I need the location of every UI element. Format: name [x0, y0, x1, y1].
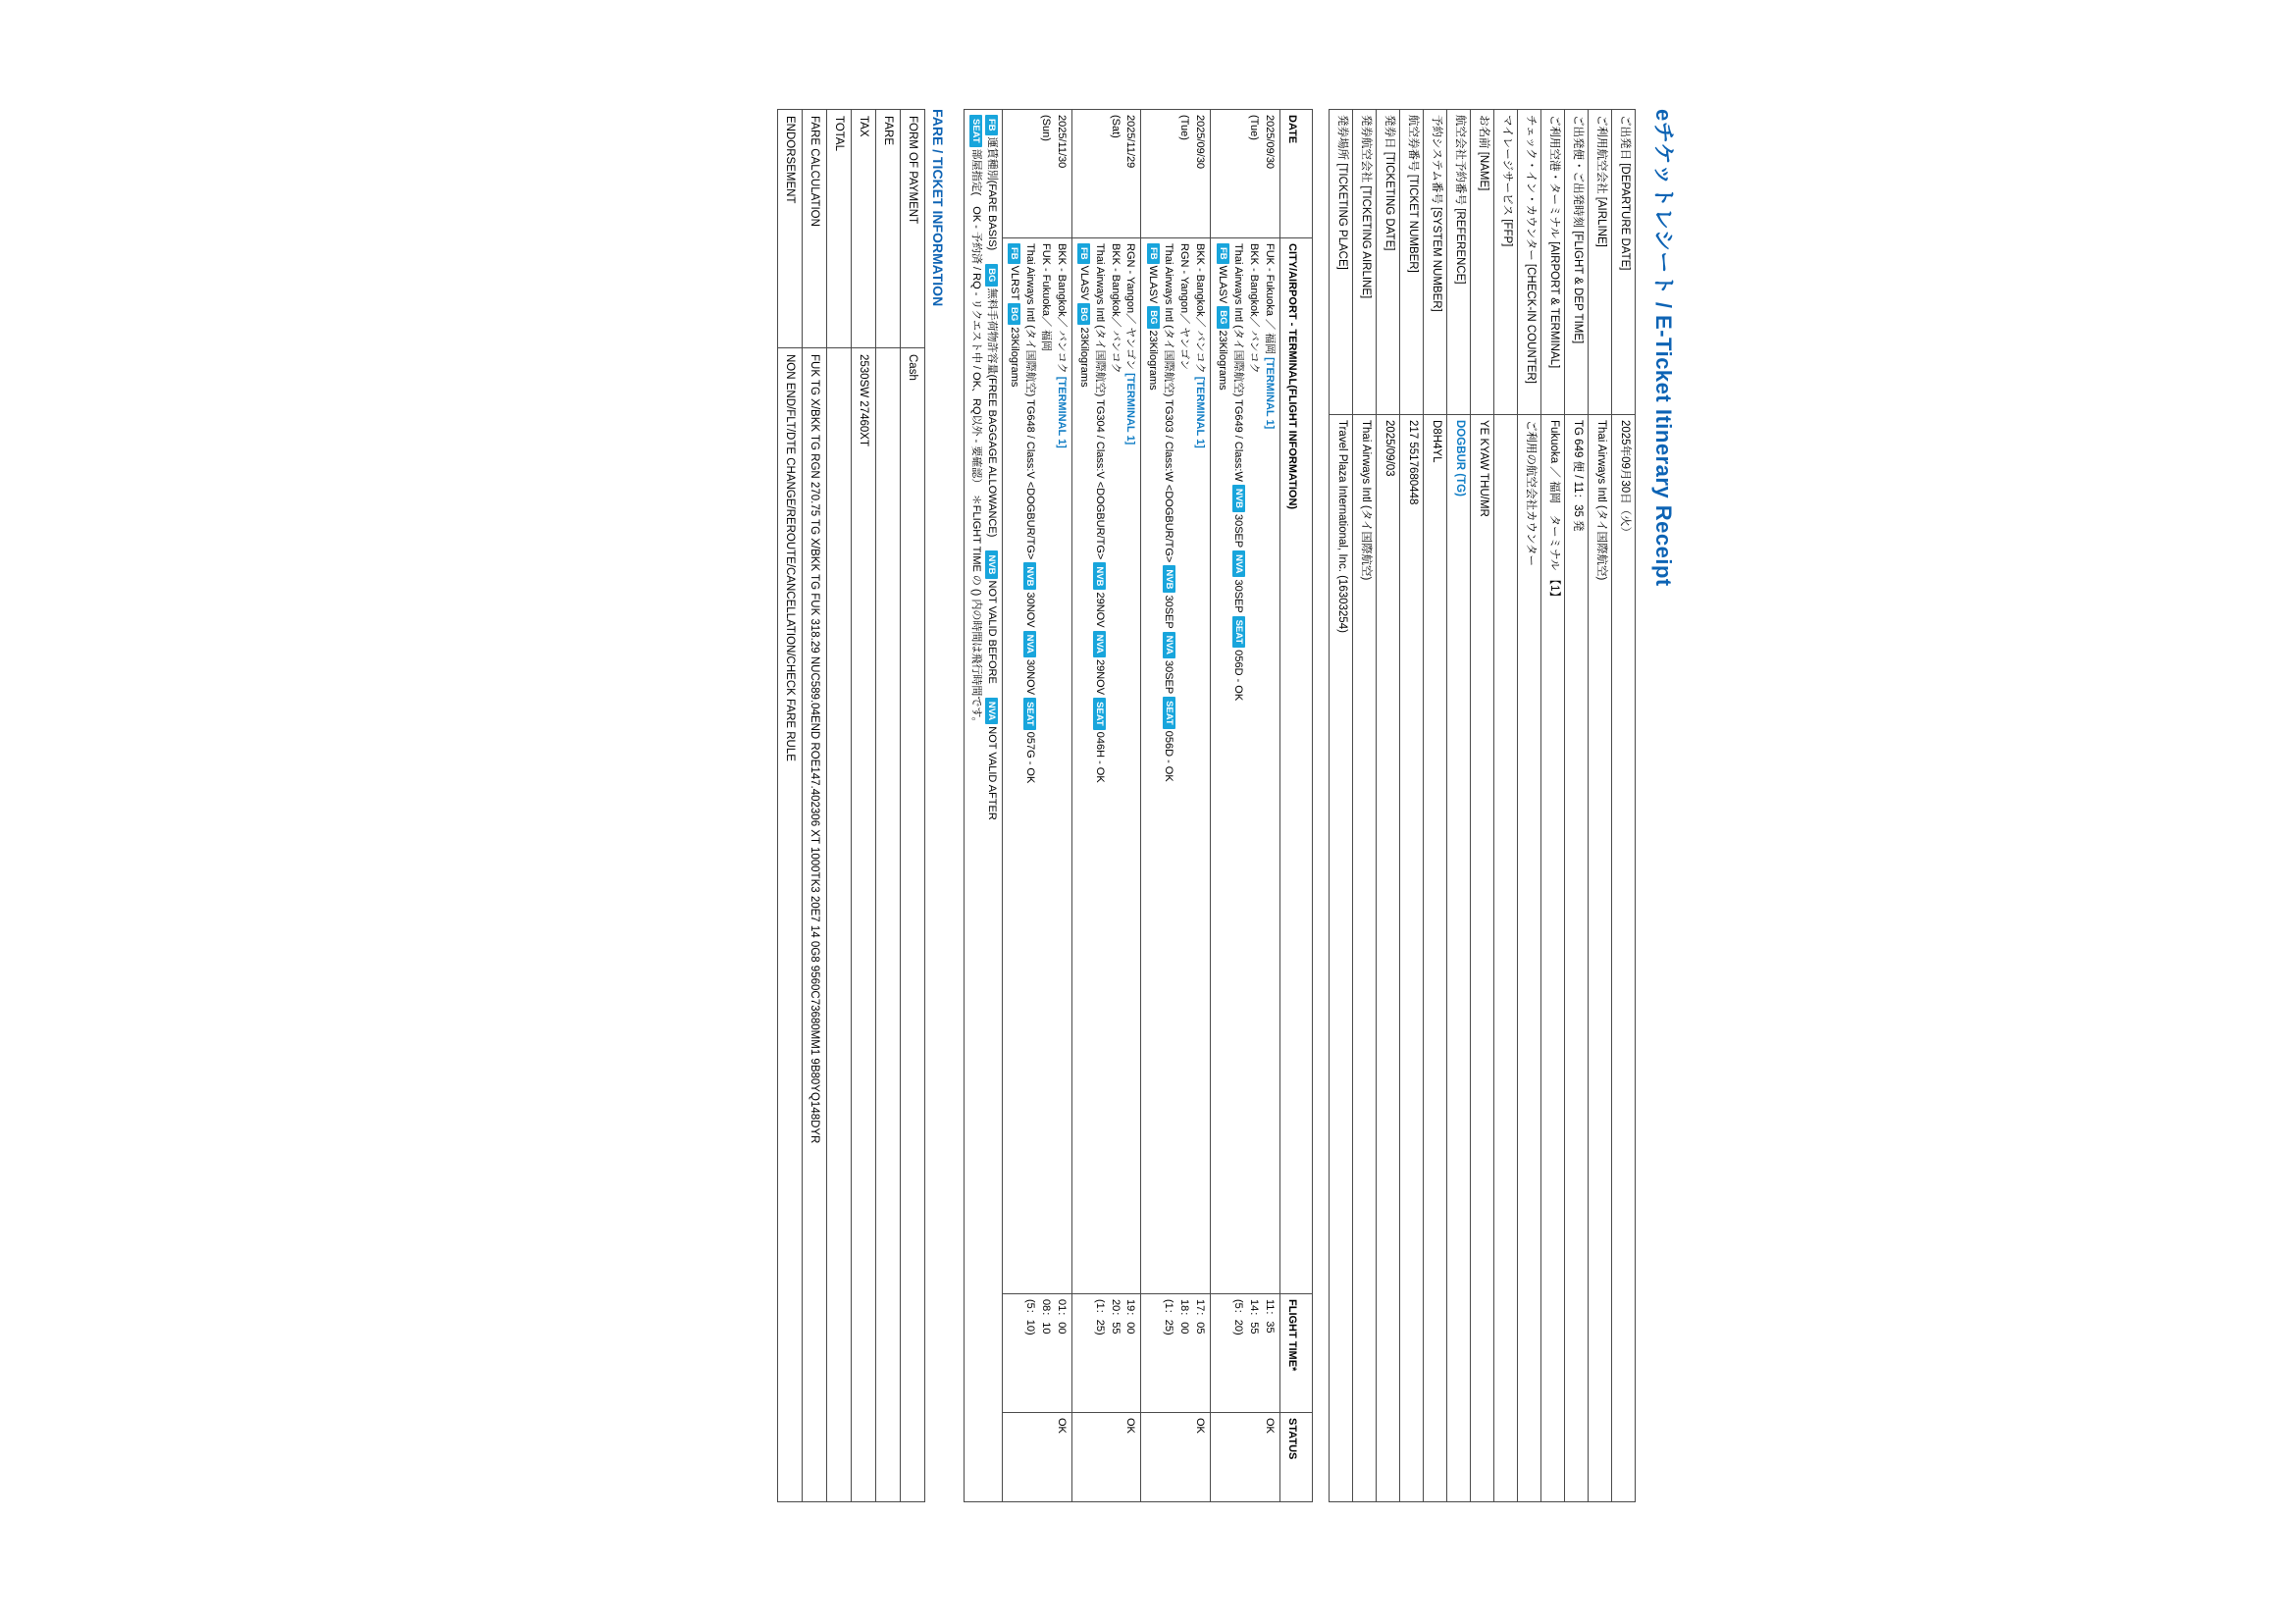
segment-status: OK — [1071, 1413, 1141, 1502]
segment-details — [1211, 238, 1280, 1294]
fare-value — [875, 348, 900, 1502]
table-row — [802, 110, 826, 1502]
terminal-tag: [TERMINAL 1] — [1124, 373, 1137, 445]
info-value: Fukuoka ／ 福岡 ターミナル 【1】 — [1541, 415, 1565, 1502]
table-row — [1494, 110, 1518, 1502]
terminal-tag: [TERMINAL 1] — [1055, 376, 1068, 448]
bg-tag-icon: BG — [985, 264, 998, 286]
fare-basis-line: FBVLRST BG23Kilograms — [1006, 243, 1021, 1288]
seat-tag-icon: SEAT — [969, 115, 982, 147]
fare-calculation-value: FUK TG X/BKK TG RGN 270.75 TG X/BKK TG FUK 318.29 NUC589.04END ROE147.402306 XT 1000TK3 20E7 14 0G8 9560C73680MM1 9B80YQ148DYR — [802, 348, 826, 1502]
info-label: 発券航空会社 [TICKETING AIRLINE] — [1353, 110, 1377, 415]
bg-tag-icon: BG — [1147, 306, 1160, 328]
table-row — [1141, 110, 1211, 1502]
flight-info: Thai Airways Intl (タイ国際航空) TG304 / Class:V <DOGBUR/TG> NVB29NOV NVA29NOV SEAT046H - OK — [1093, 243, 1106, 783]
date-value: 2025/09/30 — [1194, 115, 1207, 170]
itinerary-table — [964, 109, 1313, 1502]
departure-city: RGN - Yangon／ ヤンゴン [TERMINAL 1] — [1124, 243, 1137, 445]
date-dow: (Tue) — [1178, 115, 1191, 140]
fare-label: FARE — [875, 110, 900, 348]
fare-label: TOTAL — [826, 110, 851, 348]
table-row — [1471, 110, 1494, 1502]
fare-value: Cash — [901, 348, 925, 1502]
arrival-city: RGN - Yangon／ ヤンゴン — [1178, 243, 1191, 371]
segment-status: OK — [1211, 1413, 1280, 1502]
table-row — [901, 110, 925, 1502]
fb-tag-icon: FB — [985, 115, 998, 135]
flight-info: Thai Airways Intl (タイ国際航空) TG649 / Class:W NVB30SEP NVA30SEP SEAT056D - OK — [1232, 243, 1245, 702]
date-dow: (Sat) — [1109, 115, 1122, 138]
info-value: ご利用の航空会社カウンター — [1518, 415, 1541, 1502]
fare-label: FARE CALCULATION — [802, 110, 826, 348]
table-row — [1518, 110, 1541, 1502]
nva-tag-icon: NVA — [985, 698, 998, 724]
legend-note: FB運賃種別(FARE BASIS) BG無料手荷物許容量(FREE BAGGAGE ALLOWANCE) NVBNOT VALID BEFORE NVANOT VALID AFTER SEAT部屋指定( OK - 予約済 / RQ - リクエスト中 / OK、RQ以外 - 要確認） ＊FLIGHT TIME の () 内の時間は飛行時間です。 — [965, 110, 1003, 1502]
segment-date — [1071, 110, 1141, 238]
info-label: チェック・イン・カウンター [CHECK-IN COUNTER] — [1518, 110, 1541, 415]
ticketing-place: Travel Plaza International, Inc. (16303254) — [1330, 415, 1353, 1502]
endorsement-value: NON END/FLT/DTE CHANGE/REROUTE/CANCELLATION/CHECK FARE RULE — [777, 348, 802, 1502]
departure-city: FUK - Fukuoka ／ 福岡 [TERMINAL 1] — [1264, 243, 1276, 430]
page-title: eチケットレシート / E-Ticket Itinerary Receipt — [1651, 109, 1676, 587]
table-row — [851, 110, 875, 1502]
eticket-document — [589, 76, 1707, 1547]
terminal-tag: [TERMINAL 1] — [1264, 357, 1276, 430]
table-row — [1071, 110, 1141, 1502]
table-row — [1541, 110, 1565, 1502]
nva-tag-icon: NVA — [1232, 550, 1245, 577]
flight-info: Thai Airways Intl (タイ国際航空) TG648 / Class:V <DOGBUR/TG> NVB30NOV NVA30NOV SEAT057G - OK — [1023, 243, 1036, 784]
segment-status: OK — [1141, 1413, 1211, 1502]
nva-tag-icon: NVA — [1093, 631, 1106, 657]
fare-value: 2530SW 27460XT — [851, 348, 875, 1502]
seat-tag-icon: SEAT — [1163, 697, 1175, 729]
legend-row — [965, 110, 1003, 1502]
departure-city: BKK - Bangkok／ バンコク [TERMINAL 1] — [1055, 243, 1068, 448]
segment-date — [1003, 110, 1072, 238]
info-label: 予約システム番号 [SYSTEM NUMBER] — [1424, 110, 1447, 415]
info-value: TG 649 便 / 11：35 発 — [1565, 415, 1589, 1502]
info-label: ご利用空港・ターミナル [AIRPORT & TERMINAL] — [1541, 110, 1565, 415]
segment-flight-time: 01：00 08：10 (5：10) — [1003, 1294, 1072, 1413]
info-label: ご出発日 [DEPARTURE DATE] — [1612, 110, 1636, 415]
fare-basis-line: FBWLASV BG23Kilograms — [1214, 243, 1229, 1288]
nva-tag-icon: NVA — [1023, 631, 1036, 657]
table-row — [777, 110, 802, 1502]
header-city: CITY/AIRPORT - TERMINAL(FLIGHT INFORMATION) — [1280, 238, 1313, 1294]
info-label: 発券日 [TICKETING DATE] — [1377, 110, 1400, 415]
booking-reference: DOGBUR (TG) — [1447, 415, 1471, 1502]
table-row — [1353, 110, 1377, 1502]
info-value — [1494, 415, 1518, 1502]
arrival-city: BKK - Bangkok／ バンコク — [1109, 243, 1122, 374]
fb-tag-icon: FB — [1008, 243, 1020, 264]
table-row — [875, 110, 900, 1502]
table-row — [1612, 110, 1636, 1502]
ticket-number: 217 5517680448 — [1400, 415, 1424, 1502]
info-value: Thai Airways Intl (タイ国際航空) — [1589, 415, 1612, 1502]
fare-label: ENDORSEMENT — [777, 110, 802, 348]
fare-table — [777, 109, 926, 1502]
fb-tag-icon: FB — [1147, 243, 1160, 264]
system-number: D8H4YL — [1424, 415, 1447, 1502]
fare-value — [826, 348, 851, 1502]
nvb-tag-icon: NVB — [1023, 562, 1036, 590]
fb-tag-icon: FB — [1217, 243, 1229, 264]
info-label: 発券場所 [TICKETING PLACE] — [1330, 110, 1353, 415]
passenger-name: YE KYAW THU/MR — [1471, 415, 1494, 1502]
table-row — [1330, 110, 1353, 1502]
segment-date — [1141, 110, 1211, 238]
nvb-tag-icon: NVB — [1232, 485, 1245, 512]
nvb-tag-icon: NVB — [1163, 565, 1175, 593]
table-row — [1377, 110, 1400, 1502]
fare-basis-line: FBWLASV BG23Kilograms — [1145, 243, 1161, 1288]
ticketing-airline: Thai Airways Intl (タイ国際航空) — [1353, 415, 1377, 1502]
header-status: STATUS — [1280, 1413, 1313, 1502]
fare-label: FORM OF PAYMENT — [901, 110, 925, 348]
date-value: 2025/09/30 — [1264, 115, 1276, 170]
table-header-row — [1280, 110, 1313, 1502]
ticketing-date: 2025/09/03 — [1377, 415, 1400, 1502]
segment-flight-time: 11：35 14：55 (5：20) — [1211, 1294, 1280, 1413]
info-label: 航空券番号 [TICKET NUMBER] — [1400, 110, 1424, 415]
info-value: 2025年09月30日（火） — [1612, 415, 1636, 1502]
info-label: ご利用航空会社 [AIRLINE] — [1589, 110, 1612, 415]
table-row — [1211, 110, 1280, 1502]
bg-tag-icon: BG — [1077, 303, 1090, 325]
segment-date — [1211, 110, 1280, 238]
bg-tag-icon: BG — [1217, 306, 1229, 328]
info-label: ご出発便・ご出発時刻 [FLIGHT & DEP TIME] — [1565, 110, 1589, 415]
header-date: DATE — [1280, 110, 1313, 238]
table-row — [1589, 110, 1612, 1502]
nvb-tag-icon: NVB — [1093, 562, 1106, 590]
table-row — [1003, 110, 1072, 1502]
seat-tag-icon: SEAT — [1023, 698, 1036, 730]
seat-tag-icon: SEAT — [1093, 698, 1106, 730]
nva-tag-icon: NVA — [1163, 632, 1175, 658]
segment-status: OK — [1003, 1413, 1072, 1502]
table-row — [1424, 110, 1447, 1502]
segment-details — [1141, 238, 1211, 1294]
date-value: 2025/11/30 — [1055, 115, 1068, 169]
fare-basis-line: FBVLASV BG23Kilograms — [1075, 243, 1091, 1288]
fare-section-title: FARE / TICKET INFORMATION — [930, 109, 947, 307]
segment-flight-time: 17：05 18：00 (1：25) — [1141, 1294, 1211, 1413]
nvb-tag-icon: NVB — [985, 550, 998, 578]
terminal-tag: [TERMINAL 1] — [1194, 376, 1207, 448]
fare-label: TAX — [851, 110, 875, 348]
header-flight-time: FLIGHT TIME* — [1280, 1294, 1313, 1413]
flight-info: Thai Airways Intl (タイ国際航空) TG303 / Class:W <DOGBUR/TG> NVB30SEP NVA30SEP SEAT056D - OK — [1163, 243, 1175, 782]
table-row — [826, 110, 851, 1502]
date-value: 2025/11/29 — [1124, 115, 1137, 169]
arrival-city: BKK - Bangkok／ バンコク — [1248, 243, 1261, 374]
date-dow: (Tue) — [1248, 115, 1261, 140]
arrival-city: FUK - Fukuoka／ 福岡 — [1039, 243, 1052, 352]
info-label: マイレージサービス [FFP] — [1494, 110, 1518, 415]
fb-tag-icon: FB — [1077, 243, 1090, 264]
date-dow: (Sun) — [1039, 115, 1052, 141]
seat-tag-icon: SEAT — [1232, 616, 1245, 649]
departure-city: BKK - Bangkok／ バンコク [TERMINAL 1] — [1194, 243, 1207, 448]
table-row — [1447, 110, 1471, 1502]
passenger-info-table — [1329, 109, 1636, 1502]
table-row — [1400, 110, 1424, 1502]
info-label: お名前 [NAME] — [1471, 110, 1494, 415]
segment-flight-time: 19：00 20：55 (1：25) — [1071, 1294, 1141, 1413]
table-row — [1565, 110, 1589, 1502]
bg-tag-icon: BG — [1008, 303, 1020, 325]
segment-details — [1071, 238, 1141, 1294]
segment-details — [1003, 238, 1072, 1294]
info-label: 航空会社予約番号 [REFERENCE] — [1447, 110, 1471, 415]
